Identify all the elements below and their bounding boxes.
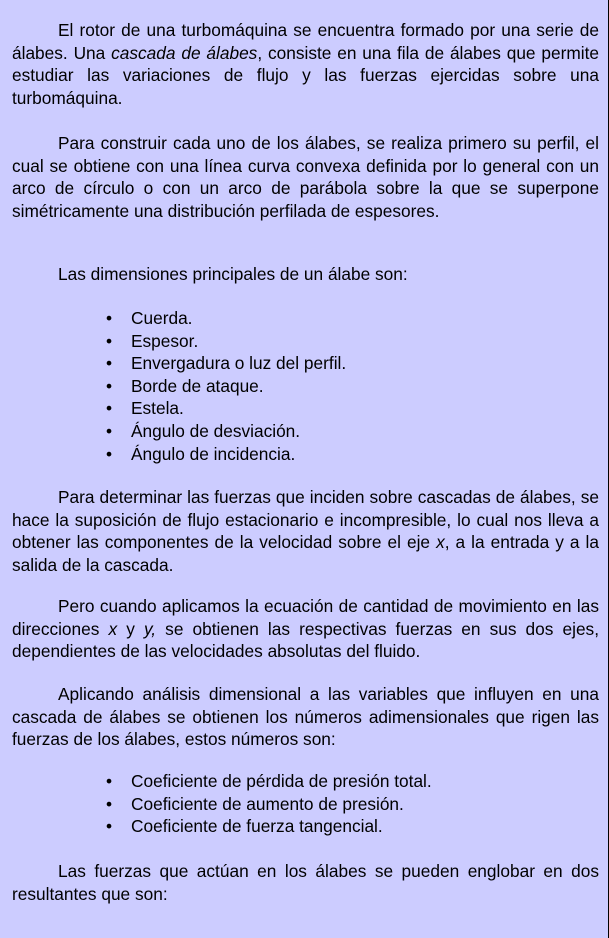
bullet-icon: • — [105, 308, 113, 328]
list-item: • Espesor. — [105, 330, 199, 351]
list-item: • Coeficiente de fuerza tangencial. — [105, 816, 383, 837]
list-item: • Envergadura o luz del perfil. — [105, 353, 347, 374]
bullet-icon: • — [105, 420, 113, 441]
list-item: • Coeficiente de pérdida de presión total. — [105, 771, 432, 791]
bullet-icon: • — [105, 353, 113, 374]
paragraph-cantidad-movimiento: Pero cuando aplicamos la ecuación de cantidad de movimiento en las direcciones x y y, se obtienen las respectivas fuerzas en sus dos ejes, dependientes de las velocidades absolutas del fluido. — [12, 596, 599, 662]
list-item: • Borde de ataque. — [105, 375, 264, 396]
paragraph-analisis-dimensional: Aplicando análisis dimensional a las variables que influyen en una cascada de álabes se obtienen los números adimensionales que rigen las fuerzas de los álabes, estos números son: — [12, 684, 599, 750]
list-item: • Ángulo de desviación. — [105, 420, 301, 441]
coefficients-list — [104, 770, 432, 838]
list-item: • Coeficiente de aumento de presión. — [105, 793, 404, 814]
list-item: • Ángulo de incidencia. — [105, 443, 296, 464]
paragraph-fuerzas-cascadas: Para determinar las fuerzas que inciden sobre cascadas de álabes, se hace la suposición de flujo estacionario e incompresible, lo cual nos lleva a obtener las componentes de la velocidad sobre el eje x, a la entrada y a la salida de la cascada. — [12, 487, 599, 575]
bullet-icon: • — [105, 330, 113, 351]
bullet-icon: • — [105, 443, 113, 464]
bullet-icon: • — [105, 398, 113, 419]
list-item: • Estela. — [105, 398, 184, 419]
paragraph-resultantes: Las fuerzas que actúan en los álabes se pueden englobar en dos resultantes que son: — [12, 861, 599, 904]
bullet-icon: • — [105, 816, 113, 837]
dimensions-list — [104, 307, 346, 465]
paragraph-dimensiones-intro: Las dimensiones principales de un álabe son: — [58, 264, 408, 284]
bullet-icon: • — [105, 771, 113, 791]
bullet-icon: • — [105, 793, 113, 814]
paragraph-rotor: El rotor de una turbomáquina se encuentra formado por una serie de álabes. Una cascada de álabes, consiste en una fila de álabes que permite estudiar las variaciones de flujo y las fuerzas ejercidas sobre una turbomáquina. — [12, 20, 600, 108]
paragraph-perfil: Para construir cada uno de los álabes, se realiza primero su perfil, el cual se obtiene con una línea curva convexa definida por lo general con un arco de círculo o con un arco de parábola sobre la que se superpone simétricamente una distribución perfilada de espesores. — [12, 133, 599, 221]
term-cascada: cascada de álabes — [111, 42, 258, 63]
bullet-icon: • — [105, 375, 113, 396]
list-item: • Cuerda. — [105, 308, 193, 328]
